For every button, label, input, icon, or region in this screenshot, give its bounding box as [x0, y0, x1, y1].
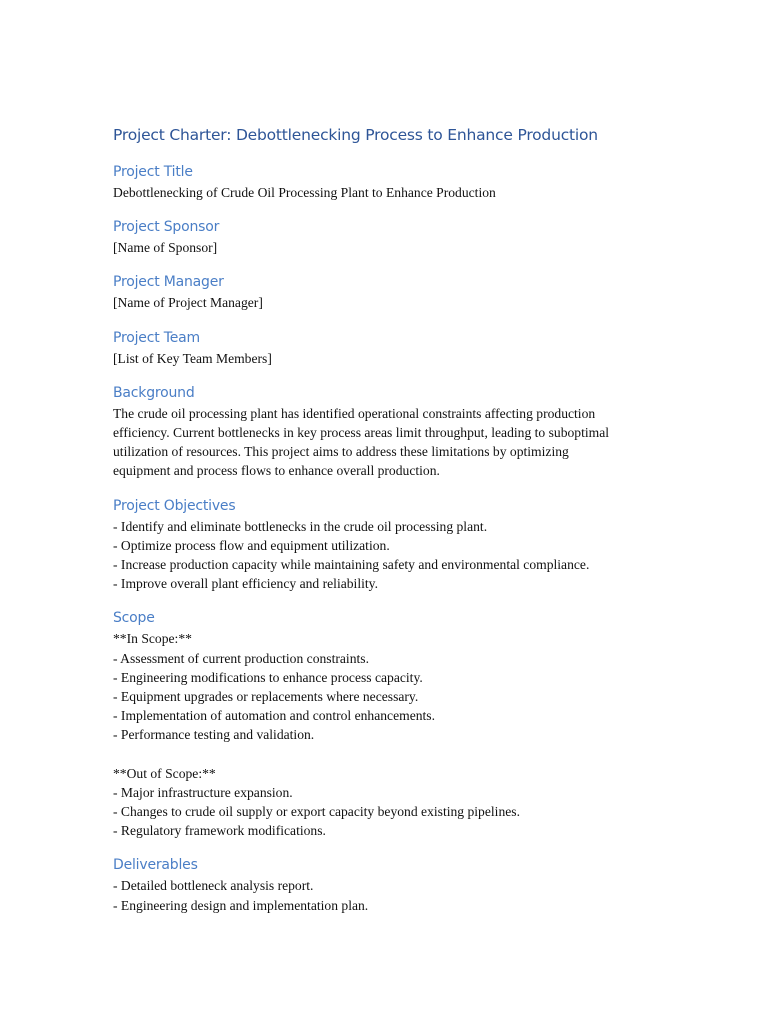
section-body	[113, 876, 673, 914]
section-objectives	[113, 495, 673, 594]
section-heading: Project Title	[113, 164, 193, 180]
text-line: Debottlenecking of Crude Oil Processing Plant to Enhance Production	[113, 185, 496, 200]
list-item: - Optimize process flow and equipment utilization.	[113, 537, 390, 553]
section-body	[113, 349, 673, 368]
list-item: - Improve overall plant efficiency and reliability.	[113, 576, 378, 592]
scope-subheading: **Out of Scope:**	[113, 765, 216, 781]
text-line: utilization of resources. This project aims to address these limitations by optimizing	[113, 444, 569, 460]
text-line: [List of Key Team Members]	[113, 350, 272, 366]
section-project-sponsor	[113, 216, 673, 257]
section-project-manager	[113, 271, 673, 312]
list-item: - Engineering design and implementation plan.	[113, 897, 369, 913]
document-page	[113, 124, 673, 915]
list-item: - Identify and eliminate bottlenecks in the crude oil processing plant.	[113, 518, 488, 534]
text-line: equipment and process flows to enhance overall production.	[113, 463, 440, 479]
section-heading: Deliverables	[113, 857, 198, 874]
document-title: Project Charter: Debottlenecking Process to Enhance Production	[113, 126, 598, 144]
section-body	[113, 517, 673, 594]
list-item: - Increase production capacity while maintaining safety and environmental compliance.	[113, 557, 590, 573]
list-item: - Equipment upgrades or replacements where necessary.	[113, 689, 419, 705]
section-background	[113, 382, 673, 481]
section-heading: Project Manager	[113, 274, 224, 291]
list-item: - Implementation of automation and control enhancements.	[113, 708, 435, 724]
blank-line	[113, 745, 673, 764]
text-line: [Name of Sponsor]	[113, 240, 218, 256]
section-body	[113, 293, 673, 312]
text-line: The crude oil processing plant has identified operational constraints affecting production	[113, 405, 596, 421]
section-body	[113, 404, 673, 481]
section-body	[113, 629, 673, 840]
section-project-title	[113, 161, 673, 202]
scope-subheading: **In Scope:**	[113, 631, 192, 647]
text-line: [Name of Project Manager]	[113, 295, 263, 311]
section-heading: Background	[113, 384, 195, 401]
list-item: - Major infrastructure expansion.	[113, 784, 293, 800]
list-item: - Performance testing and validation.	[113, 727, 315, 743]
text-line: efficiency. Current bottlenecks in key process areas limit throughput, leading to suboptimal	[113, 425, 610, 441]
section-heading: Project Sponsor	[113, 219, 220, 236]
section-scope	[113, 607, 673, 840]
list-item: - Assessment of current production constraints.	[113, 650, 369, 666]
section-project-team	[113, 327, 673, 368]
section-body	[113, 183, 673, 202]
section-body	[113, 238, 673, 257]
list-item: - Engineering modifications to enhance process capacity.	[113, 669, 423, 685]
list-item: - Changes to crude oil supply or export capacity beyond existing pipelines.	[113, 804, 520, 820]
section-deliverables	[113, 854, 673, 914]
list-item: - Detailed bottleneck analysis report.	[113, 878, 314, 894]
section-heading: Project Objectives	[113, 497, 236, 514]
list-item: - Regulatory framework modifications.	[113, 823, 326, 839]
section-heading: Scope	[113, 610, 155, 627]
section-heading: Project Team	[113, 329, 200, 346]
